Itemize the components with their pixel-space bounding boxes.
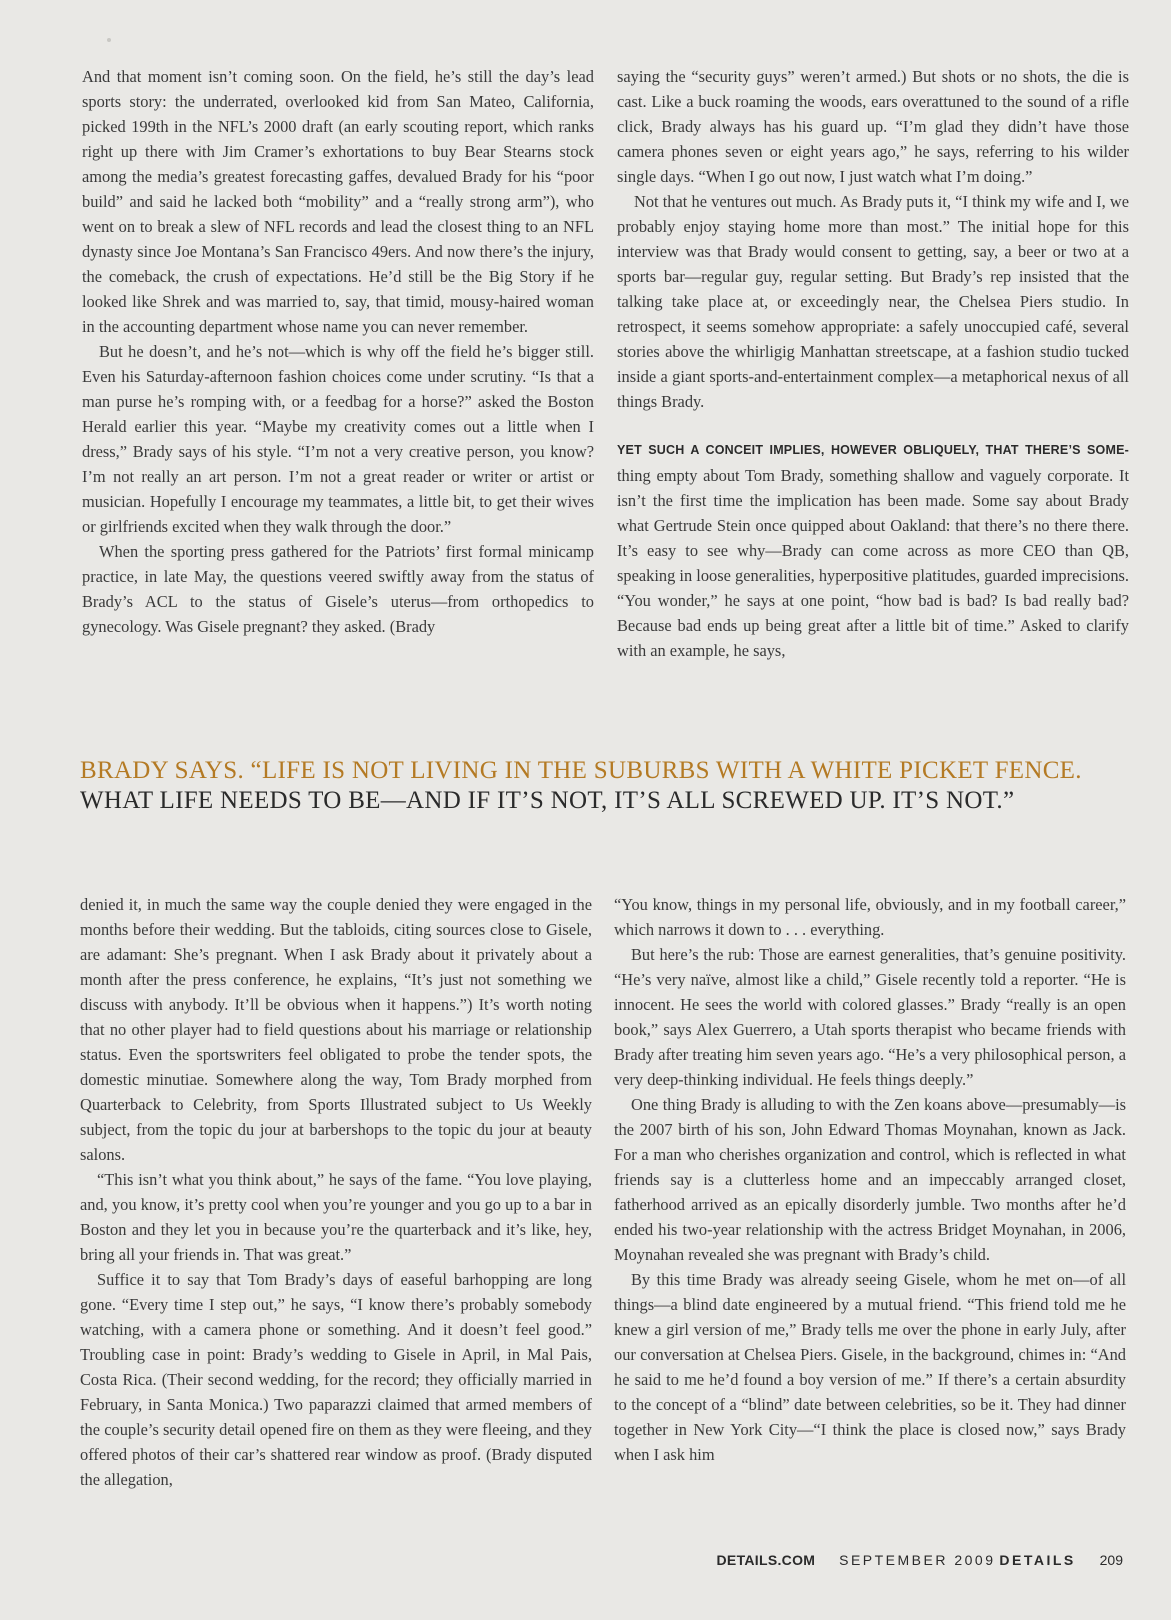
paragraph: When the sporting press gathered for the Patriots’ first formal minicamp practice, in late May, the questions veered swiftly away from the status of Brady’s ACL to the status of Gisele’s uterus—from orthopedics to gynecology. Was Gisele pregnant? they asked. (Brady: [82, 542, 594, 636]
paper-speck: [107, 38, 111, 42]
page-footer: [717, 1552, 1123, 1568]
paragraph: And that moment isn’t coming soon. On the field, he’s still the day’s lead sports story: the underrated, overlooked kid from San Mateo, California, picked 199th in the NFL’s 2000 draft (an early scouting report, which ranks right up there with Jim Cramer’s exhortations to buy Bear Stearns stock among the media’s greatest forecasting gaffes, devalued Brady for his “poor build” and said he lacked both “mobility” and a “really strong arm”), who went on to break a slew of NFL records and lead the closest thing to an NFL dynasty since Joe Montana’s San Francisco 49ers. And now there’s the injury, the comeback, the crush of expectations. He’d still be the Big Story if he looked like Shrek and was married to, say, that timid, mousy-haired woman in the accounting department whose name you can never remember.: [82, 67, 594, 336]
article-column-1: [82, 64, 594, 639]
page-number: 209: [1099, 1552, 1123, 1568]
paragraph: denied it, in much the same way the couple denied they were engaged in the months before their wedding. But the tabloids, citing sources close to Gisele, are adamant: She’s pregnant. When I ask Brady about it privately about a month after the press conference, he explains, “It’s just not something we discuss with anybody. It’ll be obvious when it happens.”) It’s worth noting that no other player had to field questions about his marriage or relationship status. Even the sportswriters feel obligated to probe the tender spots, the domestic minutiae. Somewhere along the way, Tom Brady morphed from Quarterback to Celebrity, from Sports Illustrated subject to Us Weekly subject, from the topic du jour at barbershops to the topic du jour at beauty salons.: [80, 895, 592, 1164]
pull-quote: [80, 756, 1124, 816]
paragraph: “You know, things in my personal life, obviously, and in my football career,” which narrows it down to . . . everything.: [614, 895, 1126, 939]
article-column-3: [80, 892, 592, 1492]
paragraph: By this time Brady was already seeing Gisele, whom he met on—of all things—a blind date engineered by a mutual friend. “This friend told me he knew a girl version of me,” Brady tells me over the phone in early July, after our conversation at Chelsea Piers. Gisele, in the background, chimes in: “And he said to me he’d found a boy version of me.” If there’s a certain absurdity to the concept of a “blind” date between celebrities, so be it. They had dinner together in New York City—“I think the place is closed now,” says Brady when I ask him: [614, 1270, 1126, 1464]
footer-issue-date: SEPTEMBER 2009: [839, 1552, 996, 1568]
paragraph: Not that he ventures out much. As Brady puts it, “I think my wife and I, we probably enjoy staying home more than most.” The initial hope for this interview was that Brady would consent to getting, say, a beer or two at a sports bar—regular guy, regular setting. But Brady’s rep insisted that the talking take place at, or exceedingly near, the Chelsea Piers studio. In retrospect, it seems somehow appropriate: a safely unoccupied café, several stories above the whirligig Manhattan streetscape, at a fashion studio tucked inside a giant sports-and-entertainment complex—a metaphorical nexus of all things Brady.: [617, 192, 1129, 411]
paragraph: “This isn’t what you think about,” he says of the fame. “You love playing, and, you know, it’s pretty cool when you’re younger and you go up to a bar in Boston and they let you in because you’re the quarterback and it’s like, hey, bring all your friends in. That was great.”: [80, 1170, 592, 1264]
pull-quote-line-1: BRADY SAYS. “LIFE IS NOT LIVING IN THE SUBURBS WITH A WHITE PICKET FENCE.: [80, 757, 1082, 784]
article-column-2: [617, 64, 1129, 663]
footer-site: DETAILS.COM: [716, 1552, 816, 1568]
paragraph: Suffice it to say that Tom Brady’s days of easeful barhopping are long gone. “Every time I step out,” he says, “I know there’s probably somebody watching, with a camera phone or something. And it doesn’t feel good.” Troubling case in point: Brady’s wedding to Gisele in April, in Mal Pais, Costa Rica. (Their second wedding, for the record; they officially married in February, in Santa Monica.) Two paparazzi claimed that armed members of the couple’s security detail opened fire on them as they were fleeing, and they offered photos of their car’s shattered rear window as proof. (Brady disputed the allegation,: [80, 1270, 592, 1489]
paragraph: One thing Brady is alluding to with the Zen koans above—presumably—is the 2007 birth of his son, John Edward Thomas Moynahan, known as Jack. For a man who cherishes organization and control, which is reflected in what friends say is a clutterless home and an impeccably arranged closet, fatherhood arrived as an epically disorderly jumble. Two months after he’d ended his two-year relationship with the actress Bridget Moynahan, in 2006, Moynahan revealed she was pregnant with Brady’s child.: [614, 1095, 1126, 1264]
paragraph: But here’s the rub: Those are earnest generalities, that’s genuine positivity. “He’s very naïve, almost like a child,” Gisele recently told a reporter. “He is innocent. He sees the world with colored glasses.” Brady “really is an open book,” says Alex Guerrero, a Utah sports therapist who became friends with Brady after treating him seven years ago. “He’s a very philosophical person, a very deep-thinking individual. He feels things deeply.”: [614, 945, 1126, 1089]
paragraph: saying the “security guys” weren’t armed.) But shots or no shots, the die is cast. Like a buck roaming the woods, ears overattuned to the sound of a rifle click, Brady always has his guard up. “I’m glad they didn’t have those camera phones seven or eight years ago,” he says, referring to his wilder single days. “When I go out now, I just watch what I’m doing.”: [617, 67, 1129, 186]
article-column-4: [614, 892, 1126, 1467]
pull-quote-line-2: WHAT LIFE NEEDS TO BE—AND IF IT’S NOT, IT’S ALL SCREWED UP. IT’S NOT.”: [80, 787, 1015, 814]
section-text: thing empty about Tom Brady, something shallow and vaguely corporate. It isn’t the first time the implication has been made. Some say about Brady what Gertrude Stein once quipped about Oakland: that there’s no there there. It’s easy to see why—Brady can come across as more CEO than QB, speaking in loose generalities, hyperpositive platitudes, guarded imprecisions. “You wonder,” he says at one point, “how bad is bad? Is bad really bad? Because bad ends up being great after a little bit of time.” Asked to clarify with an example, he says,: [617, 466, 1129, 660]
section-run-in-caps: YET SUCH A CONCEIT IMPLIES, HOWEVER OBLIQUELY, THAT THERE’S SOME-: [617, 443, 1129, 457]
footer-magazine-name: DETAILS: [999, 1552, 1076, 1568]
paragraph: But he doesn’t, and he’s not—which is why off the field he’s bigger still. Even his Saturday-afternoon fashion choices come under scrutiny. “Is that a man purse he’s romping with, or a feedbag for a horse?” asked the Boston Herald earlier this year. “Maybe my creativity comes out a little when I dress,” Brady says of his style. “I’m not a very creative person, you know? I’m not really an art person. I’m not a great reader or writer or artist or musician. Hopefully I encourage my teammates, a little bit, to get their wives or girlfriends excited when they walk through the door.”: [82, 342, 594, 536]
section-paragraph: [617, 436, 1129, 663]
